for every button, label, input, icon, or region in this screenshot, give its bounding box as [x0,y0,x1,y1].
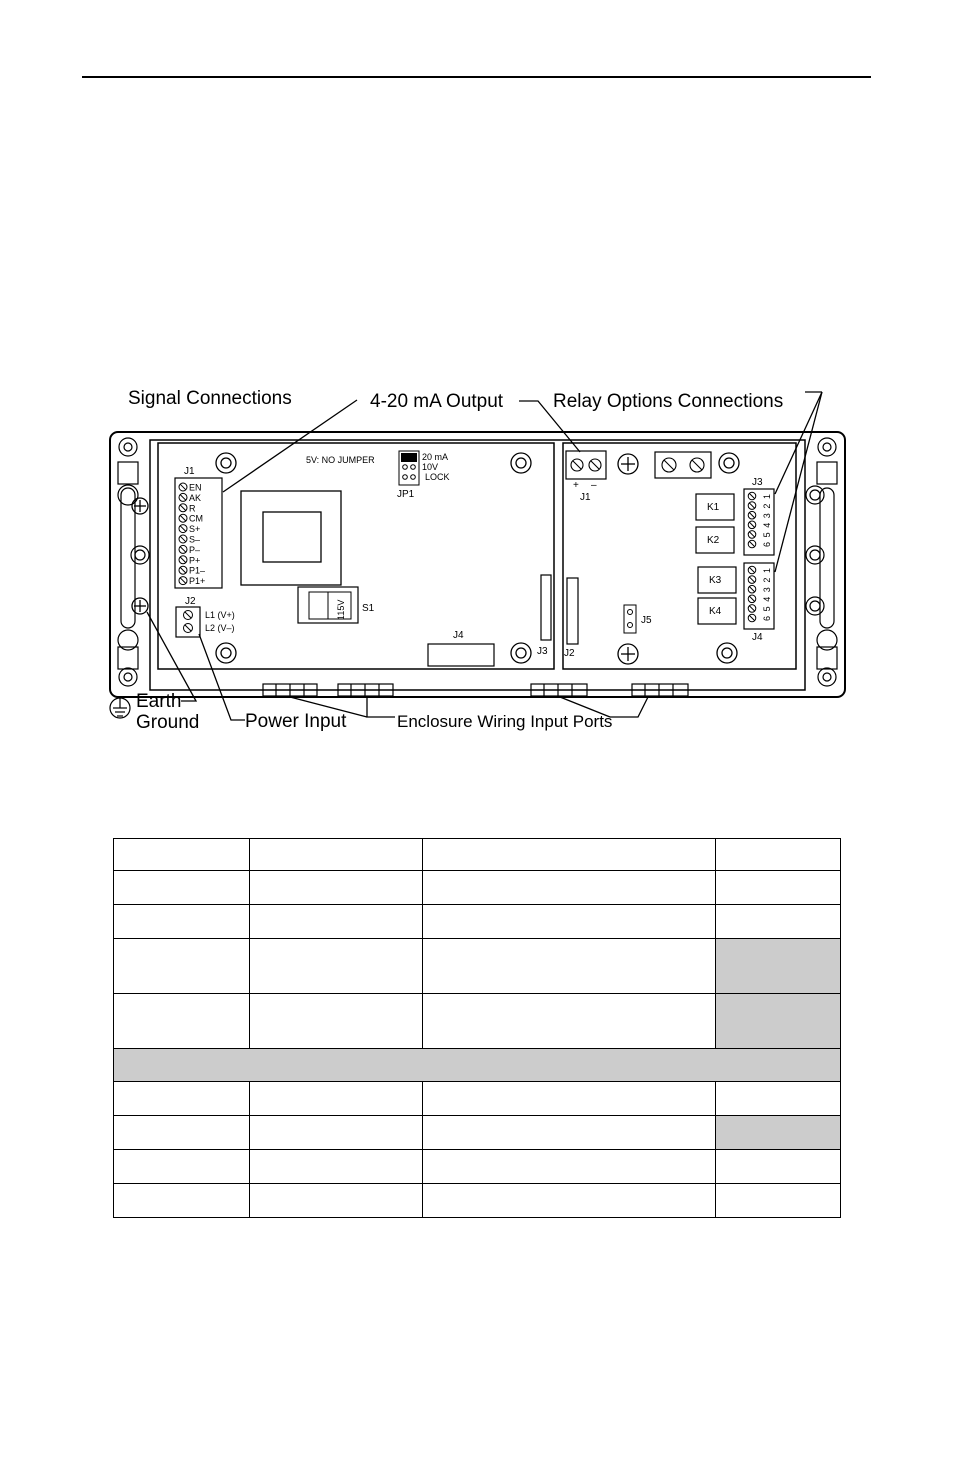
terminal-screw [748,540,756,548]
jp1-jumper [401,453,417,462]
output-plus: + [573,480,579,491]
terminal-screw [748,585,756,593]
relay-pin-number: 4 [762,522,772,528]
table-cell [250,1116,423,1150]
output-terminals [571,459,601,471]
table-cell [114,1082,250,1116]
relay-j4-label: J4 [752,632,763,643]
jp1-pin [411,465,416,470]
table-row [114,994,841,1049]
relay-label: K2 [707,535,720,546]
j2-terminal-label: L1 (V+) [205,610,235,620]
table-cell [250,871,423,905]
output-callout: 4-20 mA Output [370,391,504,412]
terminal-screw [748,614,756,622]
table-cell [716,1082,841,1116]
terminal-screw [179,514,187,522]
relay-pin-number: 1 [762,567,772,573]
terminal-screw [748,605,756,613]
power-leader [199,634,245,720]
output-terminal-block [566,451,606,479]
relay-j2-label: J2 [564,648,575,659]
relay-pin-number: 6 [762,541,772,547]
table-row [114,905,841,939]
j1-terminal-label: P1– [189,565,206,576]
terminal-screw [179,545,187,553]
relay-j1-label: J1 [580,492,591,503]
ground-callout: Ground [136,712,200,733]
table-cell [423,871,716,905]
table-cell [423,1116,716,1150]
terminal-screw [748,531,756,539]
terminal-screw [179,483,187,491]
j1-terminal-label: EN [189,482,202,493]
table-cell [114,839,250,871]
j1-terminals [179,483,205,587]
table-cell [423,839,716,871]
j1-terminal-label: CM [189,513,203,524]
earth-callout: Earth [136,691,182,712]
main-board [158,443,554,669]
terminal-screw [179,566,187,574]
jp1-pin [411,475,416,480]
j3-connector [541,575,551,640]
header-rule [82,76,871,78]
table-cell [250,905,423,939]
table-cell [716,871,841,905]
relay-screw-bottom [618,644,638,664]
earth-ground-icon [110,698,130,718]
table-row [114,1116,841,1150]
table-cell [716,994,841,1049]
jp1-option-label: 10V [422,462,439,472]
j5-label: J5 [641,615,652,626]
table-cell [716,939,841,994]
table-cell [423,994,716,1049]
switch-value: 115V [336,599,346,620]
j4-connector [428,644,494,666]
j1-terminal-label: AK [189,492,202,503]
relay-label: K4 [709,606,722,617]
jp1-pin [403,475,408,480]
relay-pin-number: 2 [762,503,772,509]
relay-screw-top [618,454,638,474]
table-cell [250,994,423,1049]
table-section-cell [114,1049,841,1082]
earth-screw [132,598,148,614]
table-cell [716,1116,841,1150]
earth-screw-top [132,498,148,514]
relay-j4-pins [748,566,772,622]
j1-terminal-label: S+ [189,524,201,535]
table-cell [423,939,716,994]
j4-label: J4 [453,630,464,641]
relay-pin-number: 3 [762,513,772,519]
j1-label: J1 [184,466,195,477]
relay-j3-pins [748,492,772,548]
terminal-screw [179,556,187,564]
relay-pin-number: 4 [762,596,772,602]
relay-j3-label: J3 [752,477,763,488]
j2-terminals [184,610,235,633]
relay-pin-number: 6 [762,615,772,621]
terminal-screw [179,493,187,501]
terminal-screw [179,525,187,533]
j2-label: J2 [185,596,196,607]
relay-pin-number: 1 [762,493,772,499]
relay-pin-number: 5 [762,532,772,538]
jp1-option-label: 20 mA [422,452,449,462]
table-row [114,871,841,905]
signal-connections-callout: Signal Connections [128,388,292,409]
relay-pin-number: 2 [762,577,772,583]
jp1-option-label: LOCK [425,472,450,482]
ports-leader-left [367,697,395,717]
terminal-screw [748,595,756,603]
terminal-screw [179,535,187,543]
earth-leader [147,612,196,701]
right-mounting [806,438,837,686]
relay-pin-number: 5 [762,606,772,612]
table-row [114,1082,841,1116]
relay-label: K1 [707,502,720,513]
table-cell [250,939,423,994]
j1-terminal-label: S– [189,534,201,545]
table-cell [423,1082,716,1116]
transformer-core [263,512,321,562]
table-cell [716,1150,841,1184]
table-cell [423,1150,716,1184]
relay-pin-number: 3 [762,587,772,593]
table-cell [114,939,250,994]
table-cell [114,1116,250,1150]
switch-label: S1 [362,603,375,614]
enclosure-ports-callout: Enclosure Wiring Input Ports [397,712,613,731]
terminal-screw [748,502,756,510]
table-row [114,1184,841,1218]
relays [696,494,736,624]
relay-options-callout: Relay Options Connections [553,391,784,412]
terminal-screw [748,521,756,529]
table-cell [716,1184,841,1218]
terminal-screw [179,504,187,512]
relay-j2-connector [567,578,578,644]
table-cell [114,1184,250,1218]
terminal-screw [748,576,756,584]
table-cell [250,1184,423,1218]
wiring-table [113,838,841,1218]
terminal-screw [748,492,756,500]
jumper-note: 5V: NO JUMPER [306,455,375,465]
j1-terminal-label: P1+ [189,576,206,587]
table-cell [250,839,423,871]
j1-terminal-label: P– [189,544,201,555]
left-mounting [118,438,149,686]
table-cell [423,1184,716,1218]
j3-label: J3 [537,646,548,657]
jp1-label: JP1 [397,489,415,500]
terminal-screw [184,624,193,633]
signal-leader [223,400,357,492]
table-cell [114,1150,250,1184]
table-row [114,839,841,871]
table-cell [114,994,250,1049]
table-cell [250,1082,423,1116]
table-section-row [114,1049,841,1082]
table-cell [716,839,841,871]
jp1-pin [403,465,408,470]
j1-terminal-label: P+ [189,555,201,566]
transformer-outer [241,491,341,585]
ports-leader-right [610,697,648,717]
table-cell [114,871,250,905]
j2-terminal-label: L2 (V–) [205,623,235,633]
aux-terminal-block [655,452,711,478]
relay-label: K3 [709,575,722,586]
j1-terminal-label: R [189,503,196,514]
wiring-diagram [0,380,954,740]
terminal-screw [748,566,756,574]
terminal-screw [748,511,756,519]
terminal-screw [179,577,187,585]
table-cell [423,905,716,939]
table-cell [250,1150,423,1184]
table-row [114,1150,841,1184]
relay-standoffs [717,453,739,663]
table-cell [114,905,250,939]
table-cell [716,905,841,939]
terminal-screw [184,611,193,620]
table-row [114,939,841,994]
power-input-callout: Power Input [245,711,347,732]
output-minus: – [591,480,597,491]
